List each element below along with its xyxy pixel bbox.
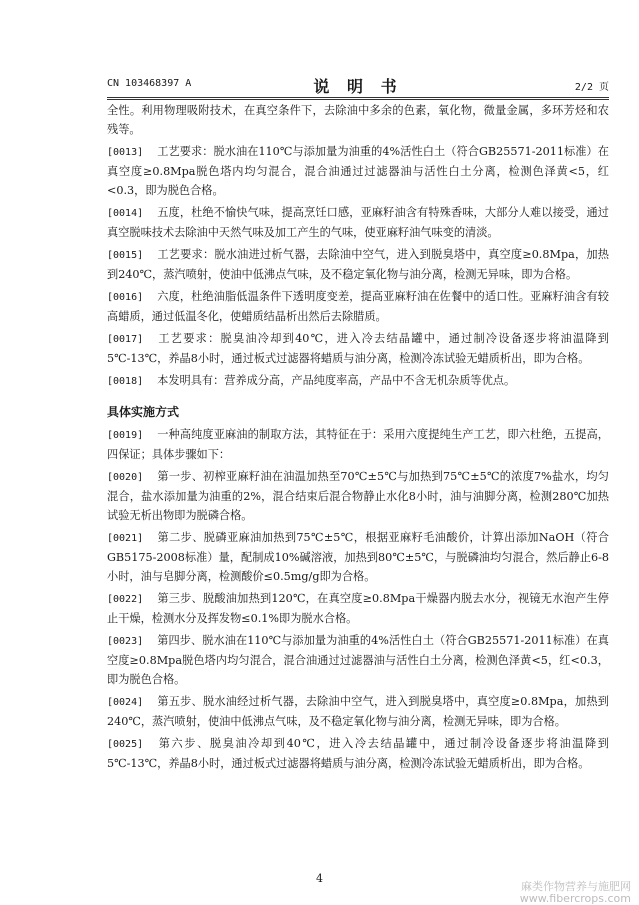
paragraph-text: 工艺要求：脱水油进过析气器，去除油中空气，进入到脱臭塔中，真空度≥0.8Mpa，加热到240℃，蒸汽喷射，使油中低沸点气味，及不稳定氧化物与油分离，检测无异味，即为合格。	[107, 248, 609, 281]
document-title: 说 明 书	[313, 77, 403, 96]
paragraph-text: 全性。利用物理吸附技术，在真空条件下，去除油中多余的色素，氧化物，微量金属，多环芳烃和农残等。	[107, 104, 609, 136]
paragraph	[107, 631, 609, 689]
paragraph	[107, 101, 609, 139]
paragraph-number: [0019]	[107, 430, 144, 441]
paragraph-number: [0024]	[107, 697, 144, 708]
patent-number: CN 103468397 A	[107, 78, 192, 89]
paragraph	[107, 692, 609, 731]
header-rule-secondary	[107, 99, 609, 100]
paragraph-text: 第六步、脱臭油冷却到40℃，进入冷去结晶罐中，通过制冷设备逐步将油温降到5℃-13℃，养晶8小时，通过板式过滤器将蜡质与油分离，检测冷冻试验无蜡质析出，即为合格。	[107, 737, 609, 770]
watermark-line-2: www.fibercrops.com	[519, 892, 631, 905]
paragraph-text: 第四步、脱水油在110℃与添加量为油重的4%活性白土（符合GB25571-2011标准）在真空度≥0.8Mpa脱色塔内均匀混合，混合油通过过滤器油与活性白土分离，检测色泽黄<5，红<0.3，即为脱色合格。	[107, 634, 609, 686]
paragraph	[107, 203, 609, 242]
paragraph-text: 本发明具有：营养成分高，产品纯度率高，产品中不含无机杂质等优点。	[157, 374, 516, 387]
document-body	[107, 101, 609, 776]
page-number: 4	[316, 872, 323, 885]
paragraph-group-1	[107, 101, 609, 391]
paragraph-text: 工艺要求：脱水油在110℃与添加量为油重的4%活性白土（符合GB25571-2011标准）在真空度≥0.8Mpa脱色塔内均匀混合，混合油通过过滤器油与活性白土分离，检测色泽黄<5，红<0.3，即为脱色合格。	[107, 145, 609, 197]
section-heading: 具体实施方式	[107, 405, 180, 419]
paragraph-number: [0020]	[107, 472, 144, 483]
paragraph-number: [0014]	[107, 208, 144, 219]
paragraph	[107, 528, 609, 586]
paragraph-number: [0025]	[107, 739, 144, 750]
paragraph	[107, 371, 609, 391]
paragraph-text: 第一步、初榨亚麻籽油在油温加热至70℃±5℃与加热到75℃±5℃的浓度7%盐水，均匀混合，盐水添加量为油重的2%，混合结束后混合物静止水化8小时，油与油脚分离，检测280℃加热试验无析出物即为脱磷合格。	[107, 470, 609, 522]
paragraph-text: 第二步、脱磷亚麻油加热到75℃±5℃，根据亚麻籽毛油酸价，计算出添加NaOH（符合GB5175-2008标准）量，配制成10%碱溶液，加热到80℃±5℃，与脱磷油均匀混合，然后静止6-8小时，油与皂脚分离，检测酸价≤0.5mg/g即为合格。	[107, 531, 609, 583]
paragraph-number: [0015]	[107, 250, 144, 261]
paragraph-number: [0017]	[107, 334, 144, 345]
paragraph-number: [0016]	[107, 292, 144, 303]
paragraph-text: 第五步、脱水油经过析气器，去除油中空气，进入到脱臭塔中，真空度≥0.8Mpa，加热到240℃，蒸汽喷射，使油中低沸点气味，及不稳定氧化物与油分离，检测无异味，即为合格。	[107, 695, 609, 728]
paragraph	[107, 467, 609, 525]
paragraph	[107, 329, 609, 368]
page-header	[107, 74, 609, 96]
paragraph	[107, 245, 609, 284]
watermark-line-1: 麻类作物营养与施肥网	[521, 880, 631, 893]
paragraph-number: [0023]	[107, 636, 144, 647]
paragraph-text: 工艺要求：脱臭油冷却到40℃，进入冷去结晶罐中，通过制冷设备逐步将油温降到5℃-13℃，养晶8小时，通过板式过滤器将蜡质与油分离，检测冷冻试验无蜡质析出，即为合格。	[107, 332, 609, 365]
paragraph	[107, 142, 609, 200]
paragraph-number: [0018]	[107, 376, 144, 387]
paragraph-text: 一种高纯度亚麻油的制取方法，其特征在于：采用六度提纯生产工艺，即六杜绝，五提高，四保证；具体步骤如下：	[107, 428, 609, 461]
paragraph-text: 第三步、脱酸油加热到120℃，在真空度≥0.8Mpa干燥器内脱去水分，视镜无水泡产生停止干燥，检测水分及挥发物≤0.1%即为脱水合格。	[107, 592, 609, 625]
paragraph-number: [0013]	[107, 147, 144, 158]
paragraph-group-2	[107, 425, 609, 773]
paragraph-text: 六度，杜绝油脂低温条件下透明度变差，提高亚麻籽油在佐餐中的适口性。亚麻籽油含有较高蜡质，通过低温冬化，使蜡质结晶析出然后去除腊质。	[107, 290, 609, 323]
page-indicator: 2/2 页	[574, 82, 609, 93]
paragraph	[107, 734, 609, 773]
paragraph	[107, 425, 609, 464]
paragraph-text: 五度，杜绝不愉快气味，提高烹饪口感，亚麻籽油含有特殊香味，大部分人难以接受，通过真空脱味技术去除油中天然气味及加工产生的气味，使亚麻籽油气味变的清淡。	[107, 206, 609, 239]
watermark	[520, 881, 631, 905]
paragraph-number: [0022]	[107, 594, 144, 605]
paragraph	[107, 287, 609, 326]
header-rule	[107, 97, 609, 98]
paragraph	[107, 589, 609, 628]
paragraph-number: [0021]	[107, 533, 144, 544]
